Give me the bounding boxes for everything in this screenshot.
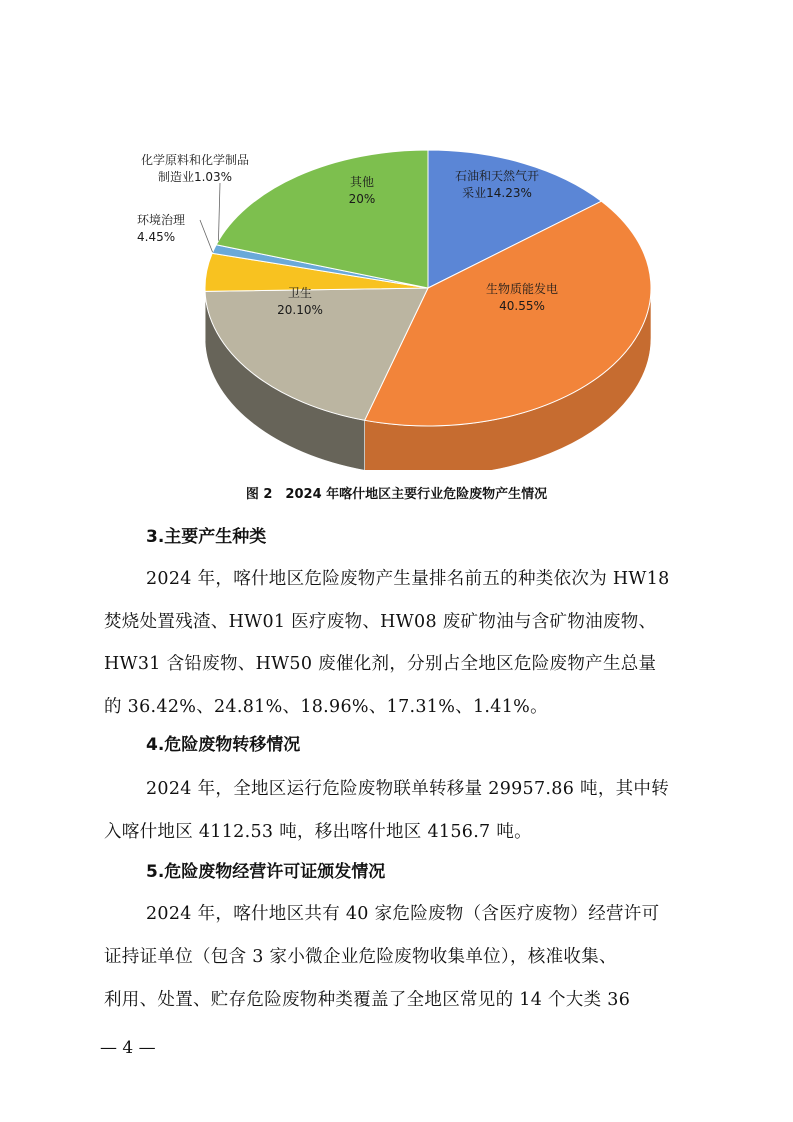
section-heading-4: 4.危险废物转移情况 <box>146 735 301 755</box>
figure-caption: 图 2 2024 年喀什地区主要行业危险废物产生情况 <box>245 487 548 502</box>
paragraph-line: 2024 年，喀什地区危险废物产生量排名前五的种类依次为 HW18 <box>146 569 670 589</box>
pie-slice-label: 生物质能发电 40.55% <box>485 282 559 313</box>
paragraph-line: 入喀什地区 4112.53 吨，移出喀什地区 4156.7 吨。 <box>104 822 532 842</box>
paragraph-line: 焚烧处置残渣、HW01 医疗废物、HW08 废矿物油与含矿物油废物、 <box>104 612 657 632</box>
pie-slice-label: 其他 20% <box>348 175 376 206</box>
pie-top-slices <box>205 150 651 426</box>
paragraph-line: 2024 年，喀什地区共有 40 家危险废物（含医疗废物）经营许可 <box>146 904 660 924</box>
pie-chart <box>0 0 793 470</box>
page-number: — 4 — <box>100 1038 156 1058</box>
section-heading-5: 5.危险废物经营许可证颁发情况 <box>146 862 386 882</box>
pie-slice-label: 环境治理 4.45% <box>137 213 186 244</box>
paragraph-line: 利用、处置、贮存危险废物种类覆盖了全地区常见的 14 个大类 36 <box>104 990 631 1010</box>
pie-slice-label: 卫生 20.10% <box>277 286 323 317</box>
pie-slice-label: 化学原料和化学制品制造业1.03% <box>140 153 250 184</box>
pie-leader-line <box>218 183 220 241</box>
paragraph-line: 证持证单位（包含 3 家小微企业危险废物收集单位），核准收集、 <box>104 947 617 967</box>
pie-slice-label: 石油和天然气开采业14.23% <box>454 169 540 200</box>
section-heading-3: 3.主要产生种类 <box>146 527 267 547</box>
paragraph-line: 2024 年，全地区运行危险废物联单转移量 29957.86 吨，其中转 <box>146 779 670 799</box>
paragraph-line: HW31 含铅废物、HW50 废催化剂，分别占全地区危险废物产生总量 <box>104 654 657 674</box>
pie-leader-line <box>200 220 213 252</box>
paragraph-line: 的 36.42%、24.81%、18.96%、17.31%、1.41%。 <box>104 697 548 717</box>
